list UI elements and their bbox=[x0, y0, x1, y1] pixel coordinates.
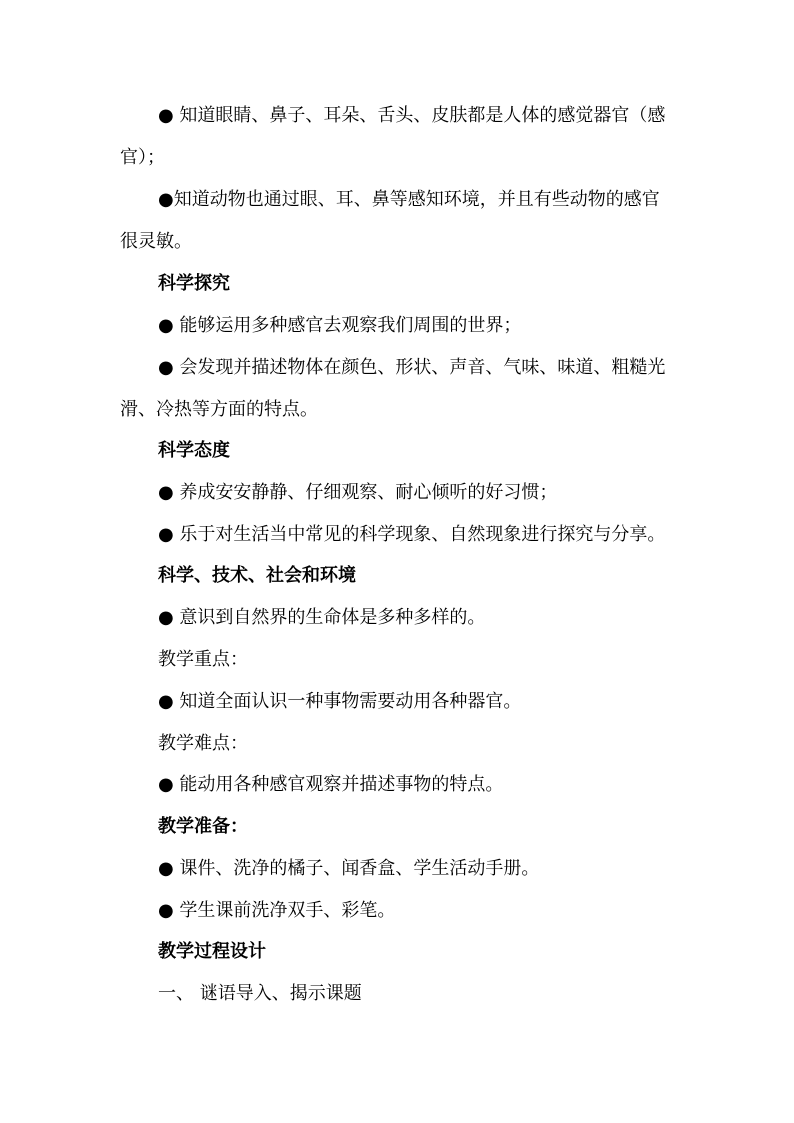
attitude-item-2: ● 乐于对生活当中常见的科学现象、自然现象进行探究与分享。 bbox=[158, 524, 666, 545]
objective-animals-line-1: ●知道动物也通过眼、耳、鼻等感知环境，并且有些动物的感官 bbox=[158, 189, 660, 210]
preparation-item-1: ● 课件、洗净的橘子、闻香盒、学生活动手册。 bbox=[158, 858, 540, 879]
heading-key-points: 教学重点： bbox=[158, 649, 248, 670]
heading-scientific-inquiry: 科学探究 bbox=[158, 273, 230, 294]
objective-senses-line-2: 官）； bbox=[120, 147, 165, 168]
objective-senses-line-1: ● 知道眼睛、鼻子、耳朵、舌头、皮肤都是人体的感觉器官（感 bbox=[158, 105, 666, 126]
heading-scientific-attitude: 科学态度 bbox=[158, 440, 230, 461]
heading-process-design: 教学过程设计 bbox=[158, 941, 266, 962]
key-points-item-1: ● 知道全面认识一种事物需要动用各种器官。 bbox=[158, 691, 522, 712]
difficulties-item-1: ● 能动用各种感官观察并描述事物的特点。 bbox=[158, 774, 504, 795]
objective-animals-line-2: 很灵敏。 bbox=[120, 231, 192, 252]
inquiry-item-2-line-2: 滑、冷热等方面的特点。 bbox=[120, 399, 318, 420]
heading-preparation: 教学准备： bbox=[158, 816, 248, 837]
attitude-item-1: ● 养成安安静静、仔细观察、耐心倾听的好习惯； bbox=[158, 482, 558, 503]
inquiry-item-1: ● 能够运用多种感官去观察我们周围的世界； bbox=[158, 315, 522, 336]
process-step-1: 一、 谜语导入、揭示课题 bbox=[158, 983, 362, 1004]
heading-stse: 科学、技术、社会和环境 bbox=[158, 565, 356, 586]
stse-item-1: ● 意识到自然界的生命体是多种多样的。 bbox=[158, 607, 486, 628]
inquiry-item-2-line-1: ● 会发现并描述物体在颜色、形状、声音、气味、味道、粗糙光 bbox=[158, 357, 666, 378]
preparation-item-2: ● 学生课前洗净双手、彩笔。 bbox=[158, 900, 396, 921]
heading-difficulties: 教学难点： bbox=[158, 733, 248, 754]
